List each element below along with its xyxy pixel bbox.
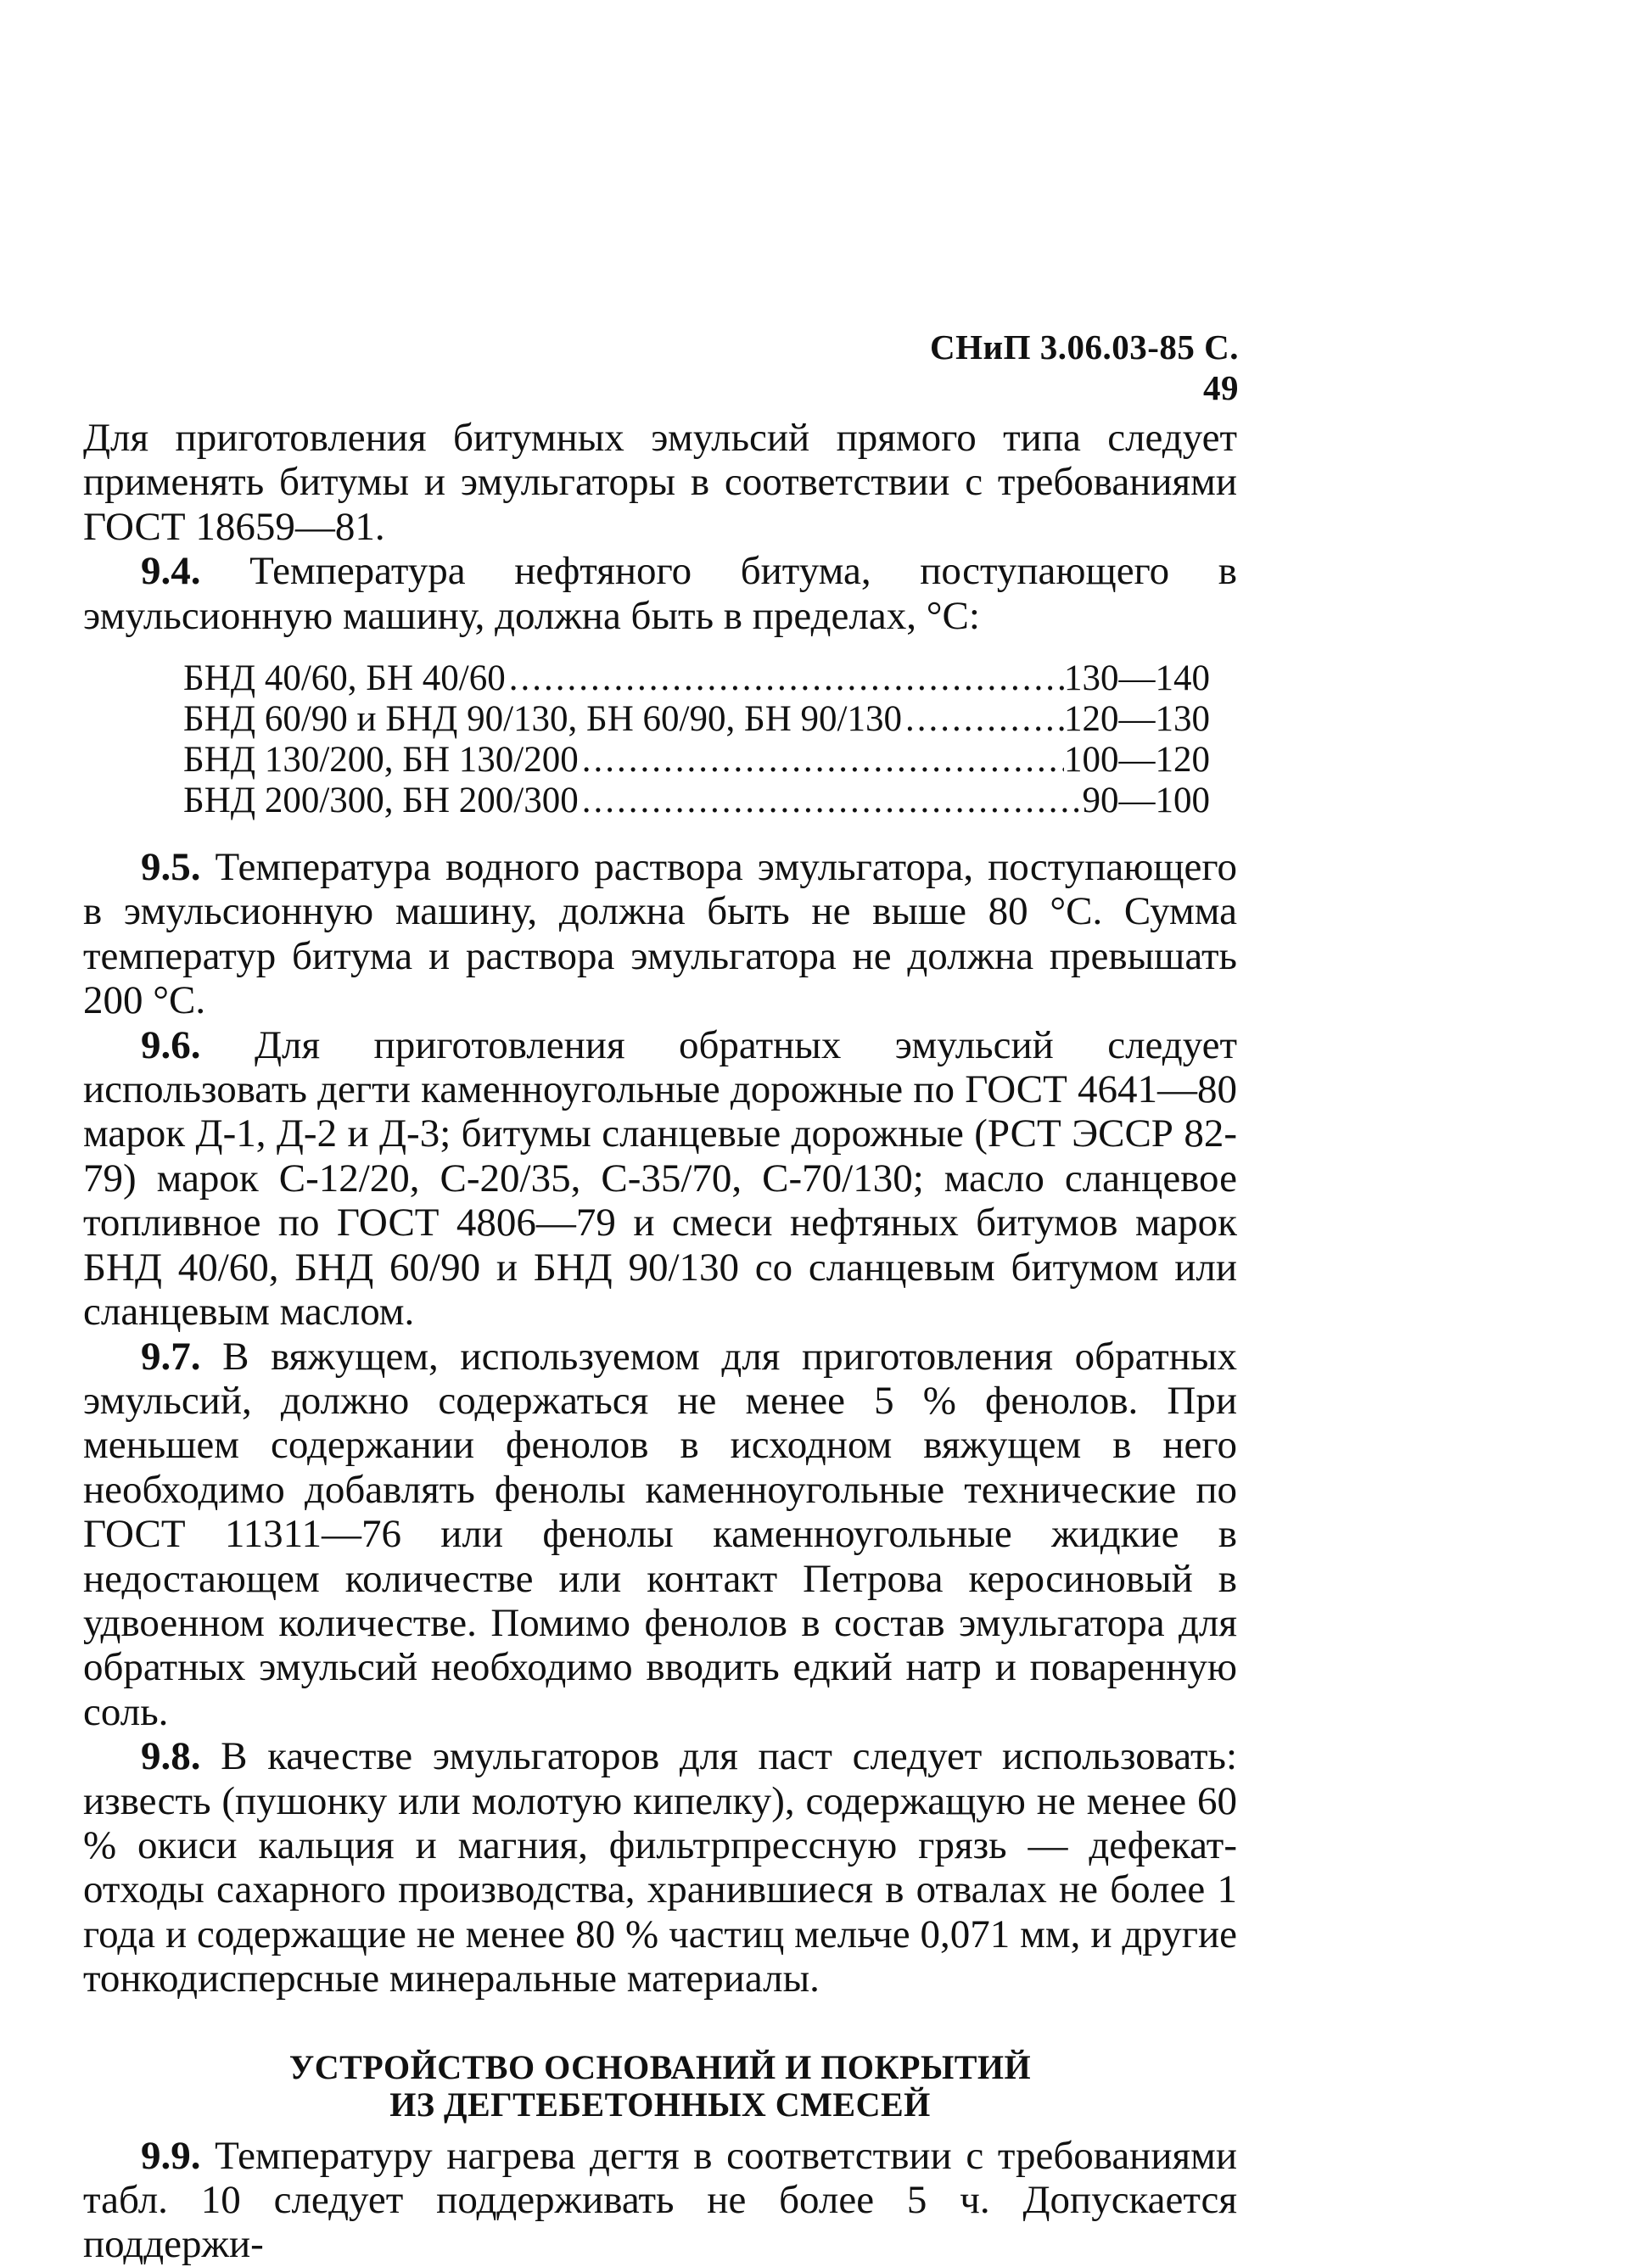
- leader-dots: [579, 740, 1064, 781]
- temperature-row: [183, 699, 1210, 740]
- temperature-table: [183, 658, 1210, 821]
- bitumen-grade: БНД 130/200, БН 130/200: [183, 740, 579, 781]
- clause-9-8: [83, 1734, 1237, 2001]
- clause-text: В вяжущем, используемом для приготовления обратных эмульсий, должно содержаться не менее 5 % фенолов. При меньшем содержании фенолов в исходном вяжущем в него необходимо добавлять фенолы каменноугольные технические по ГОСТ 11311—76 или фенолы каменноугольные жидкие в недостающем количестве или контакт Петрова керосиновый в удвоенном количестве. Помимо фенолов в состав эмульгатора для обратных эмульсий необходимо вводить едкий натр и поваренную соль.: [83, 1334, 1237, 1734]
- clause-9-5: [83, 845, 1237, 1023]
- document-body: [83, 416, 1237, 2267]
- clause-text: Для приготовления обратных эмульсий следует использовать дегти каменноугольные дорожные по ГОСТ 4641—80 марок Д-1, Д-2 и Д-3; битумы сланцевые дорожные (РСТ ЭССР 82-79) марок С-12/20, С-20/35, С-35/70, С-70/130; масло сланцевое топливное по ГОСТ 4806—79 и смеси нефтяных битумов марок БНД 40/60, БНД 60/90 и БНД 90/130 со сланцевым битумом или сланцевым маслом.: [83, 1022, 1237, 1335]
- section-heading: [83, 2049, 1237, 2124]
- clause-text: Температура нефтяного битума, поступающего в эмульсионную машину, должна быть в пределах, °С:: [83, 549, 1237, 638]
- temperature-range: 120—130: [1064, 699, 1210, 740]
- clause-9-7: [83, 1335, 1237, 1735]
- temperature-row: [183, 781, 1210, 821]
- clause-number: 9.6.: [141, 1022, 201, 1067]
- clause-9-9: [83, 2134, 1237, 2267]
- clause-9-4: [83, 549, 1237, 638]
- bitumen-grade: БНД 200/300, БН 200/300: [183, 781, 579, 821]
- clause-text: Температура водного раствора эмульгатора, поступающего в эмульсионную машину, должна быть не выше 80 °С. Сумма температур битума и раствора эмульгатора не должна превышать 200 °С.: [83, 845, 1237, 1023]
- temperature-range: 100—120: [1064, 740, 1210, 781]
- clause-text: В качестве эмульгаторов для паст следует использовать: известь (пушонку или молотую кипелку), содержащую не менее 60 % окиси кальция и магния, фильтрпрессную грязь — дефекат-отходы сахарного производства, хранившиеся в отвалах не более 1 года и содержащие не менее 80 % частиц мельче 0,071 мм, и другие тонкодисперсные минеральные материалы.: [83, 1734, 1237, 2001]
- clause-number: 9.9.: [141, 2133, 201, 2178]
- clause-number: 9.8.: [141, 1734, 201, 1779]
- temperature-row: [183, 740, 1210, 781]
- intro-paragraph: Для приготовления битумных эмульсий прямого типа следует применять битумы и эмульгаторы в соответствии с требованиями ГОСТ 18659—81.: [83, 416, 1237, 549]
- leader-dots: [902, 699, 1064, 740]
- clause-9-6: [83, 1023, 1237, 1335]
- temperature-range: 130—140: [1064, 658, 1210, 699]
- clause-text: Температуру нагрева дегтя в соответствии с требованиями табл. 10 следует поддерживать не более 5 ч. Допускается поддержи-: [83, 2133, 1237, 2267]
- page-header: СНиП 3.06.03-85 С. 49: [929, 327, 1239, 407]
- clause-number: 9.5.: [141, 845, 201, 890]
- bitumen-grade: БНД 60/90 и БНД 90/130, БН 60/90, БН 90/130: [183, 699, 902, 740]
- section-heading-line-2: ИЗ ДЕГТЕБЕТОННЫХ СМЕСЕЙ: [389, 2085, 931, 2124]
- temperature-row: [183, 658, 1210, 699]
- leader-dots: [579, 781, 1083, 821]
- bitumen-grade: БНД 40/60, БН 40/60: [183, 658, 506, 699]
- leader-dots: [506, 658, 1064, 699]
- clause-number: 9.7.: [141, 1334, 201, 1379]
- section-heading-line-1: УСТРОЙСТВО ОСНОВАНИЙ И ПОКРЫТИЙ: [288, 2047, 1032, 2086]
- temperature-range: 90—100: [1082, 781, 1210, 821]
- clause-number: 9.4.: [141, 549, 201, 594]
